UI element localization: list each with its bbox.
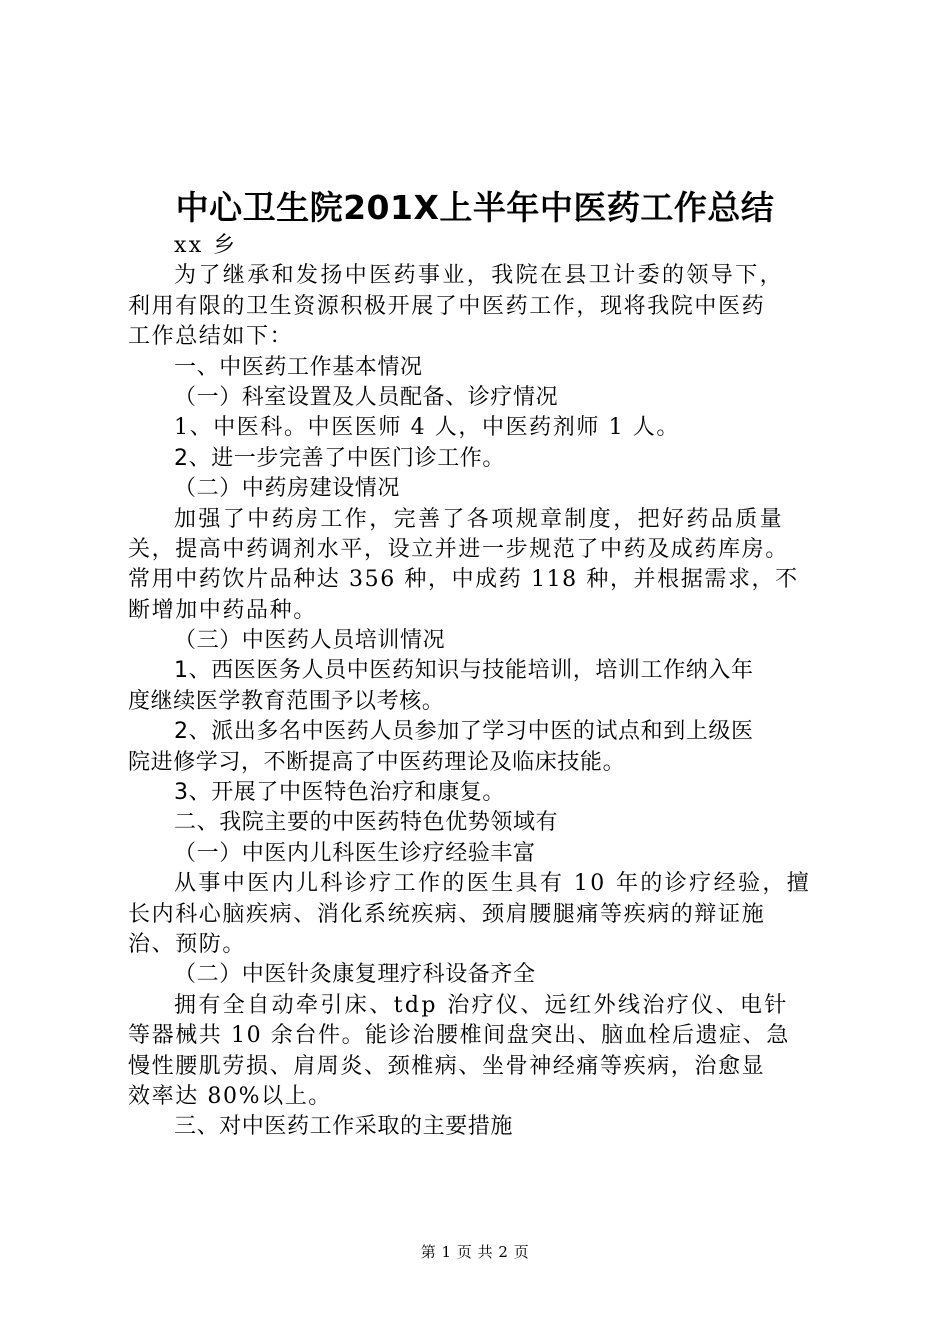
body-line: xx 乡 (174, 233, 238, 258)
body-line: 加强了中药房工作，完善了各项规章制度，把好药品质量 (174, 506, 785, 532)
body-line: （二）中药房建设情况 (174, 476, 401, 502)
body-line: 度继续医学教育范围予以考核。 (128, 688, 445, 714)
body-line: 等器械共 10 余台件。能诊治腰椎间盘突出、脑血栓后遗症、急 (128, 1023, 790, 1049)
body-line: 从事中医内儿科诊疗工作的医生具有 10 年的诊疗经验，擅 (174, 871, 812, 897)
body-line: 长内科心脑疾病、消化系统疾病、颈肩腰腿痛等疾病的辩证施 (128, 901, 766, 927)
body-line: 3、开展了中医特色治疗和康复。 (174, 780, 505, 806)
body-line: 1、西医医务人员中医药知识与技能培训，培训工作纳入年 (174, 658, 754, 684)
body-line: 2、进一步完善了中医门诊工作。 (174, 445, 505, 471)
body-line: 关，提高中药调剂水平，设立并进一步规范了中药及成药库房。 (128, 536, 789, 562)
body-line: （二）中医针灸康复理疗科设备齐全 (174, 962, 536, 988)
document-title: 中心卫生院201X上半年中医药工作总结 (175, 188, 775, 227)
body-line: 拥有全自动牵引床、tdp 治疗仪、远红外线治疗仪、电针 (174, 992, 789, 1018)
body-line: 效率达 80%以上。 (128, 1083, 332, 1109)
body-line: （一）科室设置及人员配备、诊疗情况 (174, 384, 559, 410)
document-body (128, 231, 828, 1143)
body-line: （一）中医内儿科医生诊疗经验丰富 (174, 840, 536, 866)
body-line: 为了继承和发扬中医药事业，我院在县卫计委的领导下， (174, 263, 785, 289)
body-line: 2、派出多名中医药人员参加了学习中医的试点和到上级医 (174, 719, 754, 745)
body-line: 慢性腰肌劳损、肩周炎、颈椎病、坐骨神经痛等疾病，治愈显 (128, 1053, 766, 1079)
body-line: 二、我院主要的中医药特色优势领域有 (174, 810, 559, 836)
body-line: 1、中医科。中医医师 4 人，中医药剂师 1 人。 (174, 415, 680, 441)
body-line: 工作总结如下： (128, 324, 294, 350)
body-line: 院进修学习，不断提高了中医药理论及临床技能。 (128, 749, 626, 775)
body-line: 利用有限的卫生资源积极开展了中医药工作，现将我院中医药 (128, 293, 766, 319)
body-line: 一、中医药工作基本情况 (174, 354, 423, 380)
page-footer: 第 1 页 共 2 页 (420, 1243, 530, 1261)
body-line: 治、预防。 (128, 931, 247, 957)
body-line: 断增加中药品种。 (128, 597, 317, 623)
body-line: 常用中药饮片品种达 356 种，中成药 118 种，并根据需求，不 (128, 567, 799, 593)
body-line: （三）中医药人员培训情况 (174, 628, 446, 654)
body-line: 三、对中医药工作采取的主要措施 (174, 1114, 514, 1140)
